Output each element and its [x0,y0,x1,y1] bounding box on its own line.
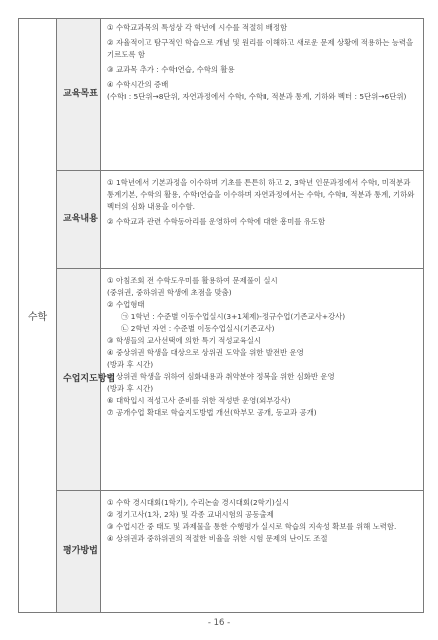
method-line-7: ④ 중상위권 학생을 대상으로 상위권 도약을 위한 발전반 운영 [107,347,304,357]
page-number: - 16 - [207,618,231,628]
method-line-8: (방과 후 시간) [107,359,154,369]
content-cell-content [101,171,424,269]
goals-line-3: ③ 교과목 추가 : 수학Ⅰ연습, 수학의 활용 [107,64,235,74]
category-cell-goals [57,19,101,171]
method-line-6: ③ 학생들의 교사선택에 의한 특기 적성교육실시 [107,335,262,345]
method-line-5: ㉡ 2학년 자연 : 수준별 이동수업실시(기존교사) [121,323,275,333]
evaluation-line-4: ④ 상위권과 중하위권의 적절한 비율을 위한 시험 문제의 난이도 조절 [107,533,328,543]
goals-line-4: ④ 수학시간의 증배 [107,79,169,89]
method-line-2: (중위권, 중하위권 학생에 초점을 맞춤) [107,287,232,297]
category-cell-method [57,269,116,491]
goals-line-2: ② 자율적이고 탐구적인 학습으로 개념 및 원리를 이해하고 새로운 문제 상황에 적용하는 능력을 기르도록 함 [107,37,414,59]
method-line-4: ㉠ 1학년 : 수준별 이동수업실시(3+1체제)-정규수업(기존교사+강사) [121,311,346,321]
curriculum-table [18,18,424,613]
method-line-12: ⑦ 공개수업 확대로 학습지도방법 개선(학부모 공개, 동교과 공개) [107,407,317,417]
category-label-evaluation: 평가방법 [63,545,98,556]
subject-label: 수학 [27,312,48,323]
category-label-goals: 교육목표 [63,88,98,99]
method-line-11: ⑥ 대학입시 적성고사 준비를 위한 적성반 운영(외부강사) [107,395,291,405]
category-cell-evaluation [57,491,101,613]
content-cell-evaluation [101,491,424,613]
evaluation-line-2: ② 정기고사(1차, 2차) 및 각종 교내시험의 공동출제 [107,509,274,519]
goals-line-5: (수학Ⅰ : 5단위→8단위, 자연과정에서 수학Ⅰ, 수학Ⅱ, 적분과 통계, 기하와 벡터 : 5단위→6단위) [107,91,407,101]
evaluation-line-1: ① 수학 경시대회(1학기), 수리논술 경시대회(2학기)실시 [107,498,290,507]
category-cell-content [57,171,101,269]
category-label-content: 교육내용 [63,213,98,224]
content-line-2: ② 수학교과 관련 수학동아리를 운영하여 수학에 대한 흥미를 유도함 [107,216,326,226]
content-cell-method [101,269,424,491]
method-line-3: ② 수업형태 [107,299,145,309]
method-line-9: ⑤ 상위권 학생을 위하여 심화내용과 취약분야 정복을 위한 심화반 운영 [107,371,335,381]
category-label-method: 수업지도방법 [63,373,116,384]
content-line-1: ① 1학년에서 기본과정을 이수하며 기초를 튼튼히 하고 2, 3학년 인문과정에서 수학Ⅰ, 미적분과 통계기본, 수학의 활용, 수학Ⅰ연습을 이수하며 자연과정에서는 수학Ⅰ, 수학Ⅱ, 적분과 통계, 기하와 벡터의 심화 내용을 이수함. [107,178,415,211]
method-line-10: (방과 후 시간) [107,383,154,393]
method-line-1: ① 아침조회 전 수학도우미를 활용하여 문제풀이 실시 [107,276,278,285]
content-cell-goals [101,19,424,171]
goals-line-1: ① 수학교과목의 특성상 각 학년에 시수를 적절히 배정함 [107,23,288,32]
subject-cell [19,19,57,613]
evaluation-line-3: ③ 수업시간 중 태도 및 과제물을 통한 수행평가 실시로 학습의 지속성 확보를 위해 노력함. [107,521,397,531]
